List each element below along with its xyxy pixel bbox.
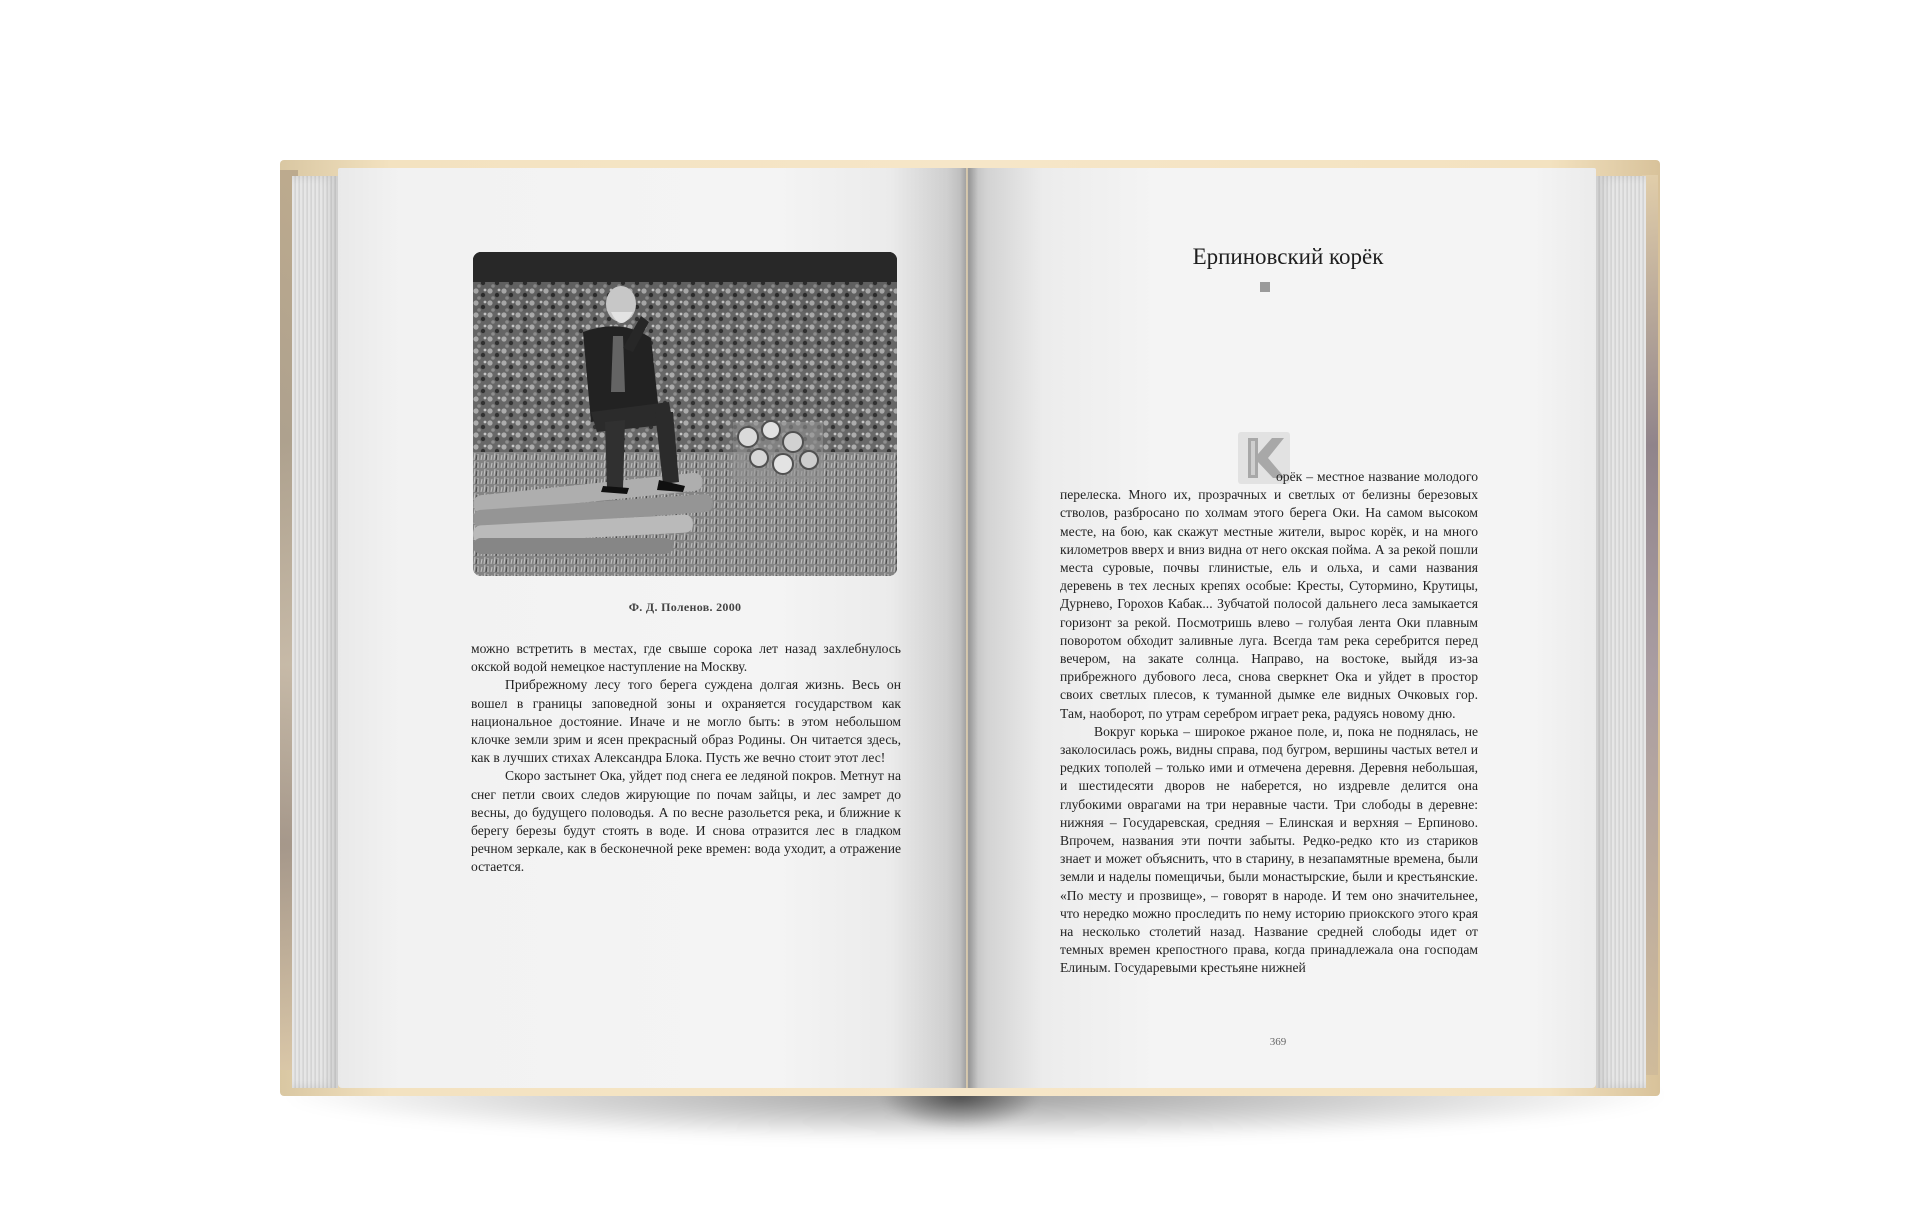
- left-paragraph: можно встретить в местах, где свыше сорока лет назад захлебнулось окской водой немецкое наступление на Москву.: [471, 641, 901, 675]
- right-paragraph: Вокруг корька – широкое ржаное поле, и, пока не поднялась, не заколосилась рожь, видны справа, под бугром, вершины частых ветел и редких тополей – только ими и отмечена деревня. Деревня небольшая, и шестидесяти дворов не наберется, но издревле делится она глубокими оврагами на три неравные части. Три слободы в деревне: нижняя – Государевская, средняя – Елинская и верхняя – Ерпиново. Впрочем, названия эти почти забыты. Редко-редко кто из стариков знает и может объяснить, что в старину, в незапамятные времена, были земли и наделы помещичьи, были монастырские, были и крестьянские. «По месту и прозвище», – говорят в народе. И тем оно значительнее, что нередко можно проследить по нему историю приокского этого края на несколько столетий назад. Название средней слободы идет от темных времен крепостного права, когда принадлежала она господам Елиным. Государевыми крестьяне нижней: [1060, 723, 1478, 976]
- left-paragraph: Прибрежному лесу того берега суждена долгая жизнь. Весь он вошел в границы заповедной зоны и охраняется государством как национальное достояние. Иначе и не могло быть: в этом небольшом клочке земли зрим и ясен прекрасный образ Родины. Он читается здесь, как в лучших стихах Александра Блока. Пусть же вечно стоит этот лес!: [471, 677, 901, 766]
- photo-man-on-logs: [473, 252, 897, 576]
- left-paragraph: Скоро застынет Ока, уйдет под снега ее ледяной покров. Метнут на снег петли своих следов жирующие по почам зайцы, и лес замрет до весны, до будущего половодья. А по весне разольется река, и ближние к берегу березы будут стоять в воде. И снова отразится лес в гладком речном зеркале, как в бесконечной реке времен: вода уходит, а отражение остается.: [471, 768, 901, 875]
- left-page-stack: [292, 176, 338, 1088]
- left-page-text: [471, 640, 901, 877]
- left-page: [338, 168, 966, 1088]
- right-page-text: [1060, 468, 1478, 978]
- title-ornament: [1260, 282, 1270, 292]
- chapter-title: Ерпиновский корёк: [1192, 244, 1384, 269]
- photo-illustration: [473, 252, 897, 576]
- page-number: 369: [1269, 1036, 1287, 1048]
- photo-caption: Ф. Д. Поленов. 2000: [628, 600, 742, 614]
- right-paragraph: орёк – местное название молодого перелеска. Много их, прозрачных и светлых от белизны березовых стволов, разбросано по холмам этого берега Оки. На самом высоком месте, на бою, как скажут местные жители, вырос корёк, и на много километров вверх и вниз видна от него окская пойма. А за рекой пошли места суровые, почвы глинистые, ель и ольха, и сами названия деревень в тех лесных крепях особые: Кресты, Сутормино, Крутицы, Дурнево, Горохов Кабак... Зубчатой полосой дальнего леса замыкается горизонт за рекой. Посмотришь влево – голубая лента Оки плавным поворотом обходит заливные луга. Всегда там река серебрится перед вечером, на закате солнца. Направо, на востоке, выйдя из-за прибрежного дубового леса, снова сверкнет Ока и уйдет в простор своих светлых плесов, к туманной дымке еле видных Очковых гор. Там, наоборот, по утрам серебром играет река, радуясь новому дню.: [1060, 469, 1478, 721]
- book-gutter: [960, 168, 978, 1088]
- right-page: [968, 168, 1596, 1088]
- right-page-stack: [1596, 176, 1646, 1088]
